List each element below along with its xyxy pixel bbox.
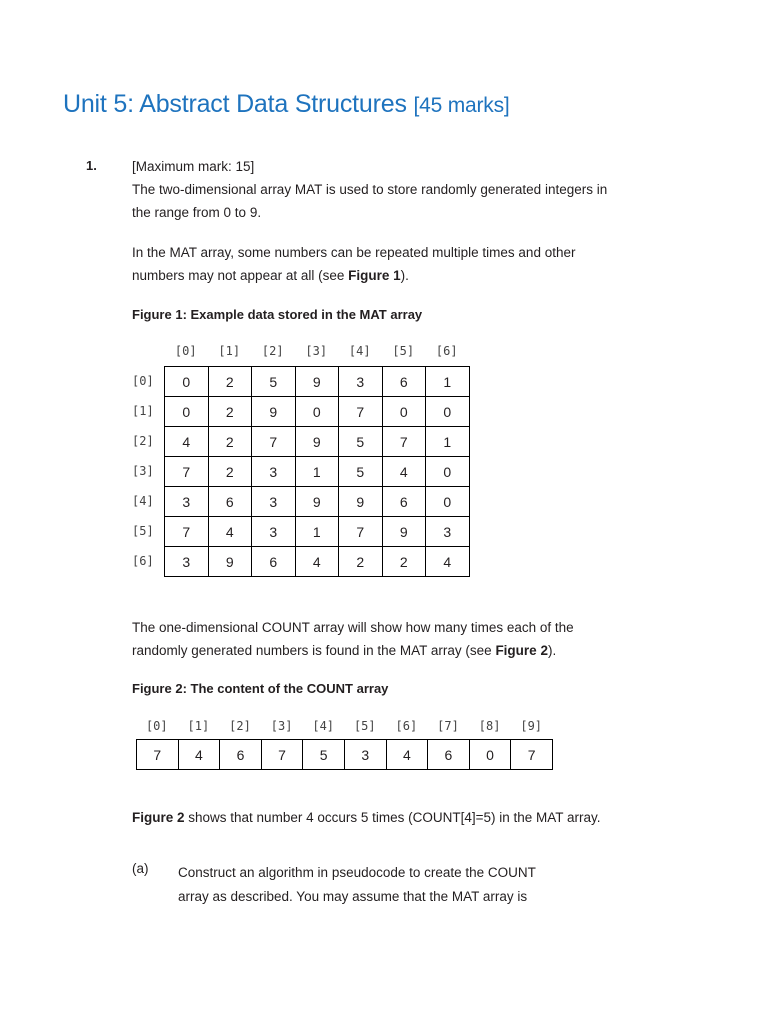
figure1-mat-table [164,366,470,577]
mat-cell: 7 [165,517,209,547]
figure1-row-header: [4] [132,494,154,508]
mat-cell: 3 [165,547,209,577]
figure2-header: [5] [353,719,376,733]
max-mark: [Maximum mark: 15] [132,159,255,174]
intro-line-2: the range from 0 to 9. [132,205,262,220]
mat-cell: 2 [382,547,426,577]
mat-cell: 9 [339,487,383,517]
mat-cell: 7 [339,397,383,427]
mat-cell: 3 [252,487,296,517]
mat-cell: 4 [208,517,252,547]
figure1-col-header: [6] [435,344,458,358]
figure2-note [132,806,652,829]
figure1-row-header: [5] [132,524,154,538]
count-intro-line-1: The one-dimensional COUNT array will show how many times each of the [132,620,574,635]
mat-cell: 3 [165,487,209,517]
mat-cell: 4 [165,427,209,457]
mat-cell: 0 [165,367,209,397]
mat-cell: 0 [426,457,470,487]
figure2-header: [1] [187,719,210,733]
question-number: 1. [86,158,97,173]
count-cell: 7 [511,740,553,770]
part-a-text [178,861,598,909]
figure2-note-ref: Figure 2 [132,810,185,825]
mat-cell: 2 [208,457,252,487]
table-row [165,457,470,487]
mat-cell: 5 [252,367,296,397]
mat-cell: 6 [382,367,426,397]
count-cell: 4 [386,740,428,770]
figure2-caption: Figure 2: The content of the COUNT array [132,681,389,696]
figure2-ref: Figure 2 [495,643,548,658]
count-cell: 4 [178,740,220,770]
figure2-header: [6] [395,719,418,733]
part-a-line-1: Construct an algorithm in pseudocode to create the COUNT [178,865,536,880]
table-row [165,397,470,427]
mat-cell: 2 [208,367,252,397]
mat-cell: 0 [165,397,209,427]
figure1-row-header: [2] [132,434,154,448]
mat-cell: 2 [339,547,383,577]
figure1-col-header: [0] [174,344,197,358]
figure1-row-header: [0] [132,374,154,388]
part-a-label: (a) [132,861,149,876]
mat-cell: 9 [208,547,252,577]
mat-cell: 9 [382,517,426,547]
mat-cell: 1 [426,367,470,397]
mat-cell: 5 [339,427,383,457]
mat-cell: 0 [295,397,339,427]
figure2-header: [0] [145,719,168,733]
mat-cell: 2 [208,397,252,427]
mat-cell: 7 [252,427,296,457]
figure1-col-header: [4] [348,344,371,358]
figure1-row-header: [1] [132,404,154,418]
count-cell: 3 [344,740,386,770]
figure1-col-header: [5] [392,344,415,358]
figure2-header: [3] [270,719,293,733]
count-intro-line-2-pre: randomly generated numbers is found in the MAT array (see [132,643,496,658]
repeat-line-2-pre: numbers may not appear at all (see [132,268,349,283]
figure1-col-header: [2] [261,344,284,358]
figure2-count-table [136,739,553,770]
intro-line-1: The two-dimensional array MAT is used to store randomly generated integers in [132,182,608,197]
figure1-row-header: [6] [132,554,154,568]
mat-cell: 1 [295,517,339,547]
table-row [165,547,470,577]
figure1-col-header: [1] [218,344,241,358]
mat-cell: 1 [426,427,470,457]
count-cell: 6 [428,740,470,770]
unit-marks: [45 marks] [413,94,510,117]
unit-title-text: Unit 5: Abstract Data Structures [63,90,407,118]
figure1-ref: Figure 1 [348,268,401,283]
figure2-note-text: shows that number 4 occurs 5 times (COUNT[4]=5) in the MAT array. [184,810,601,825]
table-row [165,487,470,517]
table-row [165,517,470,547]
unit-title [63,90,510,119]
mat-cell: 6 [252,547,296,577]
count-cell: 0 [469,740,511,770]
mat-cell: 0 [382,397,426,427]
figure1-caption: Figure 1: Example data stored in the MAT array [132,307,423,322]
mat-cell: 7 [382,427,426,457]
figure2-header: [7] [437,719,459,733]
figure1-col-header: [3] [305,344,328,358]
count-intro-line-2 [132,639,652,662]
mat-cell: 4 [382,457,426,487]
figure1-row-header: [3] [132,464,154,478]
mat-cell: 9 [252,397,296,427]
mat-cell: 4 [295,547,339,577]
figure2-header: [4] [312,719,335,733]
count-cell: 6 [220,740,262,770]
figure2-header: [2] [229,719,251,733]
mat-cell: 3 [252,457,296,487]
table-row [165,427,470,457]
mat-cell: 7 [339,517,383,547]
figure2-header: [8] [478,719,501,733]
mat-cell: 9 [295,427,339,457]
mat-cell: 9 [295,367,339,397]
count-intro-line-2-post: ). [547,643,557,658]
mat-cell: 3 [252,517,296,547]
repeat-line-2-post: ). [400,268,409,283]
mat-cell: 3 [339,367,383,397]
mat-cell: 0 [426,397,470,427]
mat-cell: 6 [208,487,252,517]
count-cell: 7 [137,740,179,770]
part-a-line-2: array as described. You may assume that the MAT array is [178,889,528,904]
mat-cell: 9 [295,487,339,517]
figure2-header: [9] [520,719,543,733]
mat-cell: 6 [382,487,426,517]
count-cell: 7 [261,740,303,770]
table-row [165,367,470,397]
mat-cell: 3 [426,517,470,547]
count-cell: 5 [303,740,345,770]
mat-cell: 7 [165,457,209,487]
table-row [137,740,553,770]
mat-cell: 0 [426,487,470,517]
mat-cell: 4 [426,547,470,577]
repeat-line-1: In the MAT array, some numbers can be repeated multiple times and other [132,245,576,260]
mat-cell: 2 [208,427,252,457]
mat-cell: 5 [339,457,383,487]
repeat-line-2 [132,264,652,287]
mat-cell: 1 [295,457,339,487]
